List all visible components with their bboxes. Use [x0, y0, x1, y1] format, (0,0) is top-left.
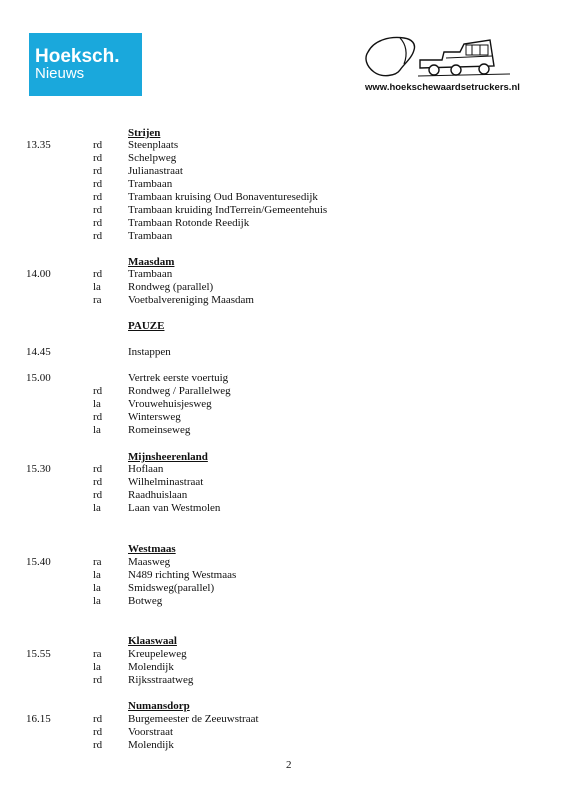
street-name: Trambaan	[128, 230, 173, 242]
direction-code: rd	[93, 165, 103, 177]
direction-code: rd	[93, 463, 103, 475]
direction-code: la	[93, 398, 101, 410]
time-cell: 13.35	[26, 139, 51, 151]
street-name: Wilhelminastraat	[128, 476, 204, 488]
street-name: Voetbalvereniging Maasdam	[128, 294, 254, 306]
street-name: Julianastraat	[128, 165, 183, 177]
street-name: Rondweg (parallel)	[128, 281, 214, 293]
direction-code: rd	[93, 230, 103, 242]
hoeksch-nieuws-logo	[29, 33, 142, 96]
street-name: Molendijk	[128, 739, 174, 751]
truck-logo-icon	[360, 30, 520, 86]
street-name: PAUZE	[128, 320, 165, 332]
time-cell: 16.15	[26, 713, 51, 725]
street-name: Hoflaan	[128, 463, 164, 475]
street-name: Rijksstraatweg	[128, 674, 194, 686]
direction-code: rd	[93, 411, 103, 423]
direction-code: la	[93, 661, 101, 673]
street-name: Laan van Westmolen	[128, 502, 221, 514]
street-name: Steenplaats	[128, 139, 179, 151]
logo-line1: Hoeksch.	[35, 46, 120, 67]
direction-code: ra	[93, 556, 102, 568]
street-name: Vertrek eerste voertuig	[128, 372, 229, 384]
street-name: Voorstraat	[128, 726, 174, 738]
direction-code: rd	[93, 476, 103, 488]
direction-code: la	[93, 582, 101, 594]
page-number: 2	[286, 759, 292, 771]
direction-code: rd	[93, 674, 103, 686]
street-name: Raadhuislaan	[128, 489, 188, 501]
street-name: Maasweg	[128, 556, 171, 568]
street-name: Instappen	[128, 346, 171, 358]
street-name: Trambaan kruiding IndTerrein/Gemeentehuis	[128, 204, 328, 216]
direction-code: la	[93, 595, 101, 607]
street-name: Mijnsheerenland	[128, 451, 208, 463]
direction-code: rd	[93, 739, 103, 751]
street-name: Wintersweg	[128, 411, 181, 423]
street-name: Schelpweg	[128, 152, 177, 164]
street-name: Westmaas	[128, 543, 176, 555]
direction-code: rd	[93, 268, 103, 280]
direction-code: rd	[93, 726, 103, 738]
street-name: Trambaan kruising Oud Bonaventuresedijk	[128, 191, 318, 203]
direction-code: rd	[93, 178, 103, 190]
direction-code: ra	[93, 294, 102, 306]
street-name: Romeinseweg	[128, 424, 191, 436]
time-cell: 15.30	[26, 463, 51, 475]
street-name: Trambaan Rotonde Reedijk	[128, 217, 250, 229]
street-name: Burgemeester de Zeeuwstraat	[128, 713, 259, 725]
street-name: Kreupeleweg	[128, 648, 187, 660]
direction-code: la	[93, 424, 101, 436]
direction-code: rd	[93, 713, 103, 725]
street-name: Smidsweg(parallel)	[128, 582, 215, 594]
street-name: Klaaswaal	[128, 635, 177, 647]
street-name: Botweg	[128, 595, 163, 607]
direction-code: rd	[93, 217, 103, 229]
direction-code: rd	[93, 385, 103, 397]
direction-code: la	[93, 502, 101, 514]
street-name: Trambaan	[128, 268, 173, 280]
direction-code: rd	[93, 204, 103, 216]
time-cell: 14.00	[26, 268, 51, 280]
street-name: Trambaan	[128, 178, 173, 190]
street-name: N489 richting Westmaas	[128, 569, 237, 581]
time-cell: 15.55	[26, 648, 51, 660]
direction-code: la	[93, 281, 101, 293]
street-name: Maasdam	[128, 256, 175, 268]
time-cell: 15.00	[26, 372, 51, 384]
street-name: Strijen	[128, 127, 161, 139]
direction-code: la	[93, 569, 101, 581]
time-cell: 14.45	[26, 346, 51, 358]
direction-code: rd	[93, 191, 103, 203]
time-cell: 15.40	[26, 556, 51, 568]
direction-code: rd	[93, 139, 103, 151]
street-name: Numansdorp	[128, 700, 190, 712]
street-name: Rondweg / Parallelweg	[128, 385, 231, 397]
direction-code: ra	[93, 648, 102, 660]
logo-line2: Nieuws	[35, 65, 85, 82]
direction-code: rd	[93, 152, 103, 164]
direction-code: rd	[93, 489, 103, 501]
street-name: Molendijk	[128, 661, 174, 673]
street-name: Vrouwehuisjesweg	[128, 398, 212, 410]
website-url: www.hoekschewaardsetruckers.nl	[365, 82, 520, 93]
